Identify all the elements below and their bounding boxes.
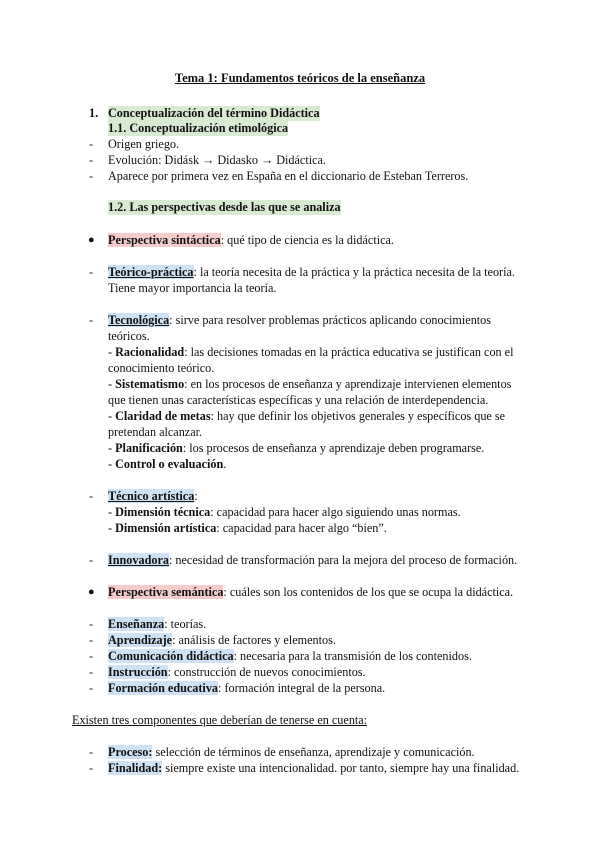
- dash-bullet: -: [89, 681, 94, 695]
- sintactica-text: : qué tipo de ciencia es la didáctica.: [220, 233, 394, 247]
- contenido-item: [108, 681, 385, 696]
- contenido-item: [108, 633, 336, 648]
- semantica-text: : cuáles son los contenidos de los que se ocupa la didáctica.: [223, 585, 514, 599]
- sintactica-line: [108, 233, 394, 248]
- racionalidad-term: Racionalidad: [115, 345, 185, 359]
- componente-term: Finalidad:: [108, 761, 163, 775]
- contenido-item: [108, 649, 472, 664]
- list-item: Aparece por primera vez en España en el diccionario de Esteban Terreros.: [108, 169, 469, 183]
- tecnologica-subitem: [108, 377, 511, 392]
- componente-item: [108, 761, 519, 776]
- dimension-artistica-term: Dimensión artística: [115, 521, 217, 535]
- tecnico-line: [108, 489, 198, 504]
- componente-text: selección de términos de enseñanza, aprendizaje y comunicación.: [152, 745, 475, 759]
- innovadora-line: [108, 553, 517, 568]
- list-item: Origen griego.: [108, 137, 180, 151]
- dimension-tecnica-text: : capacidad para hacer algo siguiendo unas normas.: [210, 505, 461, 519]
- semantica-term: Perspectiva semántica: [108, 585, 224, 599]
- contenido-item: [108, 617, 206, 632]
- planificacion-text: : los procesos de enseñanza y aprendizaje deben programarse.: [182, 441, 485, 455]
- teorico-term: Teórico-práctica: [108, 265, 194, 279]
- tecnologica-subitem: [108, 441, 484, 456]
- dash-bullet: -: [89, 633, 94, 647]
- subdash: -: [108, 345, 116, 359]
- contenido-text: : construcción de nuevos conocimientos.: [167, 665, 366, 679]
- componente-term: Proceso:: [108, 745, 153, 759]
- dash-bullet: -: [89, 761, 94, 775]
- control-term: Control o evaluación: [115, 457, 224, 471]
- tecnologica-subitem: [108, 457, 226, 472]
- bullet-icon: ●: [88, 234, 95, 246]
- claridad-text: : hay que definir los objetivos generales y específicos que se: [210, 409, 506, 423]
- dash-bullet: -: [89, 617, 94, 631]
- dash-bullet: -: [89, 665, 94, 679]
- dash-bullet: -: [89, 313, 94, 327]
- innovadora-term: Innovadora: [108, 553, 169, 567]
- subdash: -: [108, 377, 116, 391]
- sistematismo-text-2: que tienen unas características específicas y una relación de interdependencia.: [108, 393, 489, 407]
- contenido-text: : teorías.: [164, 617, 207, 631]
- racionalidad-text: : las decisiones tomadas en la práctica educativa se justifican con el: [184, 345, 514, 359]
- innovadora-text: : necesidad de transformación para la mejora del proceso de formación.: [168, 553, 518, 567]
- contenido-term: Enseñanza: [108, 617, 165, 631]
- dash-bullet: -: [89, 745, 94, 759]
- page-title: Tema 1: Fundamentos teóricos de la enseñanza: [174, 71, 426, 85]
- componentes-intro: Existen tres componentes que deberían de tenerse en cuenta:: [72, 713, 368, 727]
- subdash: -: [108, 521, 116, 535]
- teorico-text: : la teoría necesita de la práctica y la práctica necesita de la teoría.: [193, 265, 515, 279]
- contenido-term: Formación educativa: [108, 681, 219, 695]
- tecnico-subitem: [108, 521, 387, 536]
- section-1-heading: Conceptualización del término Didáctica: [108, 106, 320, 120]
- dimension-tecnica-term: Dimensión técnica: [115, 505, 211, 519]
- tecnologica-line: [108, 313, 491, 328]
- dash-bullet: -: [89, 489, 94, 503]
- claridad-term: Claridad de metas: [115, 409, 211, 423]
- subdash: -: [108, 441, 116, 455]
- dash-bullet: -: [89, 265, 94, 279]
- racionalidad-text-2: conocimiento teórico.: [108, 361, 215, 375]
- contenido-term: Comunicación didáctica: [108, 649, 234, 663]
- tecnologica-text-2: teóricos.: [108, 329, 150, 343]
- claridad-text-2: pretendan alcanzar.: [108, 425, 203, 439]
- tecnologica-subitem: [108, 345, 513, 360]
- subsection-1-2-heading: 1.2. Las perspectivas desde las que se analiza: [108, 200, 341, 214]
- subdash: -: [108, 409, 116, 423]
- sistematismo-term: Sistematismo: [115, 377, 185, 391]
- sintactica-term: Perspectiva sintáctica: [108, 233, 221, 247]
- control-text: .: [223, 457, 227, 471]
- contenido-text: : formación integral de la persona.: [218, 681, 386, 695]
- componente-text: siempre existe una intencionalidad. por tanto, siempre hay una finalidad.: [162, 761, 520, 775]
- contenido-text: : análisis de factores y elementos.: [172, 633, 336, 647]
- contenido-item: [108, 665, 366, 680]
- dash-bullet: -: [89, 649, 94, 663]
- contenido-term: Aprendizaje: [108, 633, 173, 647]
- planificacion-term: Planificación: [115, 441, 183, 455]
- section-1-number: 1.: [89, 106, 99, 120]
- tecnologica-text: : sirve para resolver problemas prácticos aplicando conocimientos: [169, 313, 492, 327]
- subdash: -: [108, 505, 116, 519]
- subsection-1-1-heading: 1.1. Conceptualización etimológica: [108, 121, 289, 135]
- dimension-artistica-text: : capacidad para hacer algo “bien”.: [216, 521, 387, 535]
- tecnologica-term: Tecnológica: [108, 313, 170, 327]
- list-item: Evolución: Didásk → Didasko → Didáctica.: [108, 153, 326, 167]
- tecnologica-subitem: [108, 409, 505, 424]
- sistematismo-text: : en los procesos de enseñanza y aprendizaje intervienen elementos: [184, 377, 512, 391]
- contenido-term: Instrucción: [108, 665, 168, 679]
- dash-bullet: -: [89, 137, 94, 151]
- tecnico-term: Técnico artística: [108, 489, 195, 503]
- teorico-text-2: Tiene mayor importancia la teoría.: [108, 281, 277, 295]
- componente-item: [108, 745, 475, 760]
- semantica-line: [108, 585, 513, 600]
- bullet-icon: ●: [88, 586, 95, 598]
- dash-bullet: -: [89, 169, 94, 183]
- subdash: -: [108, 457, 116, 471]
- dash-bullet: -: [89, 153, 94, 167]
- tecnico-subitem: [108, 505, 461, 520]
- teorico-line: [108, 265, 515, 280]
- dash-bullet: -: [89, 553, 94, 567]
- tecnico-text: :: [194, 489, 198, 503]
- contenido-text: : necesaria para la transmisión de los contenidos.: [233, 649, 472, 663]
